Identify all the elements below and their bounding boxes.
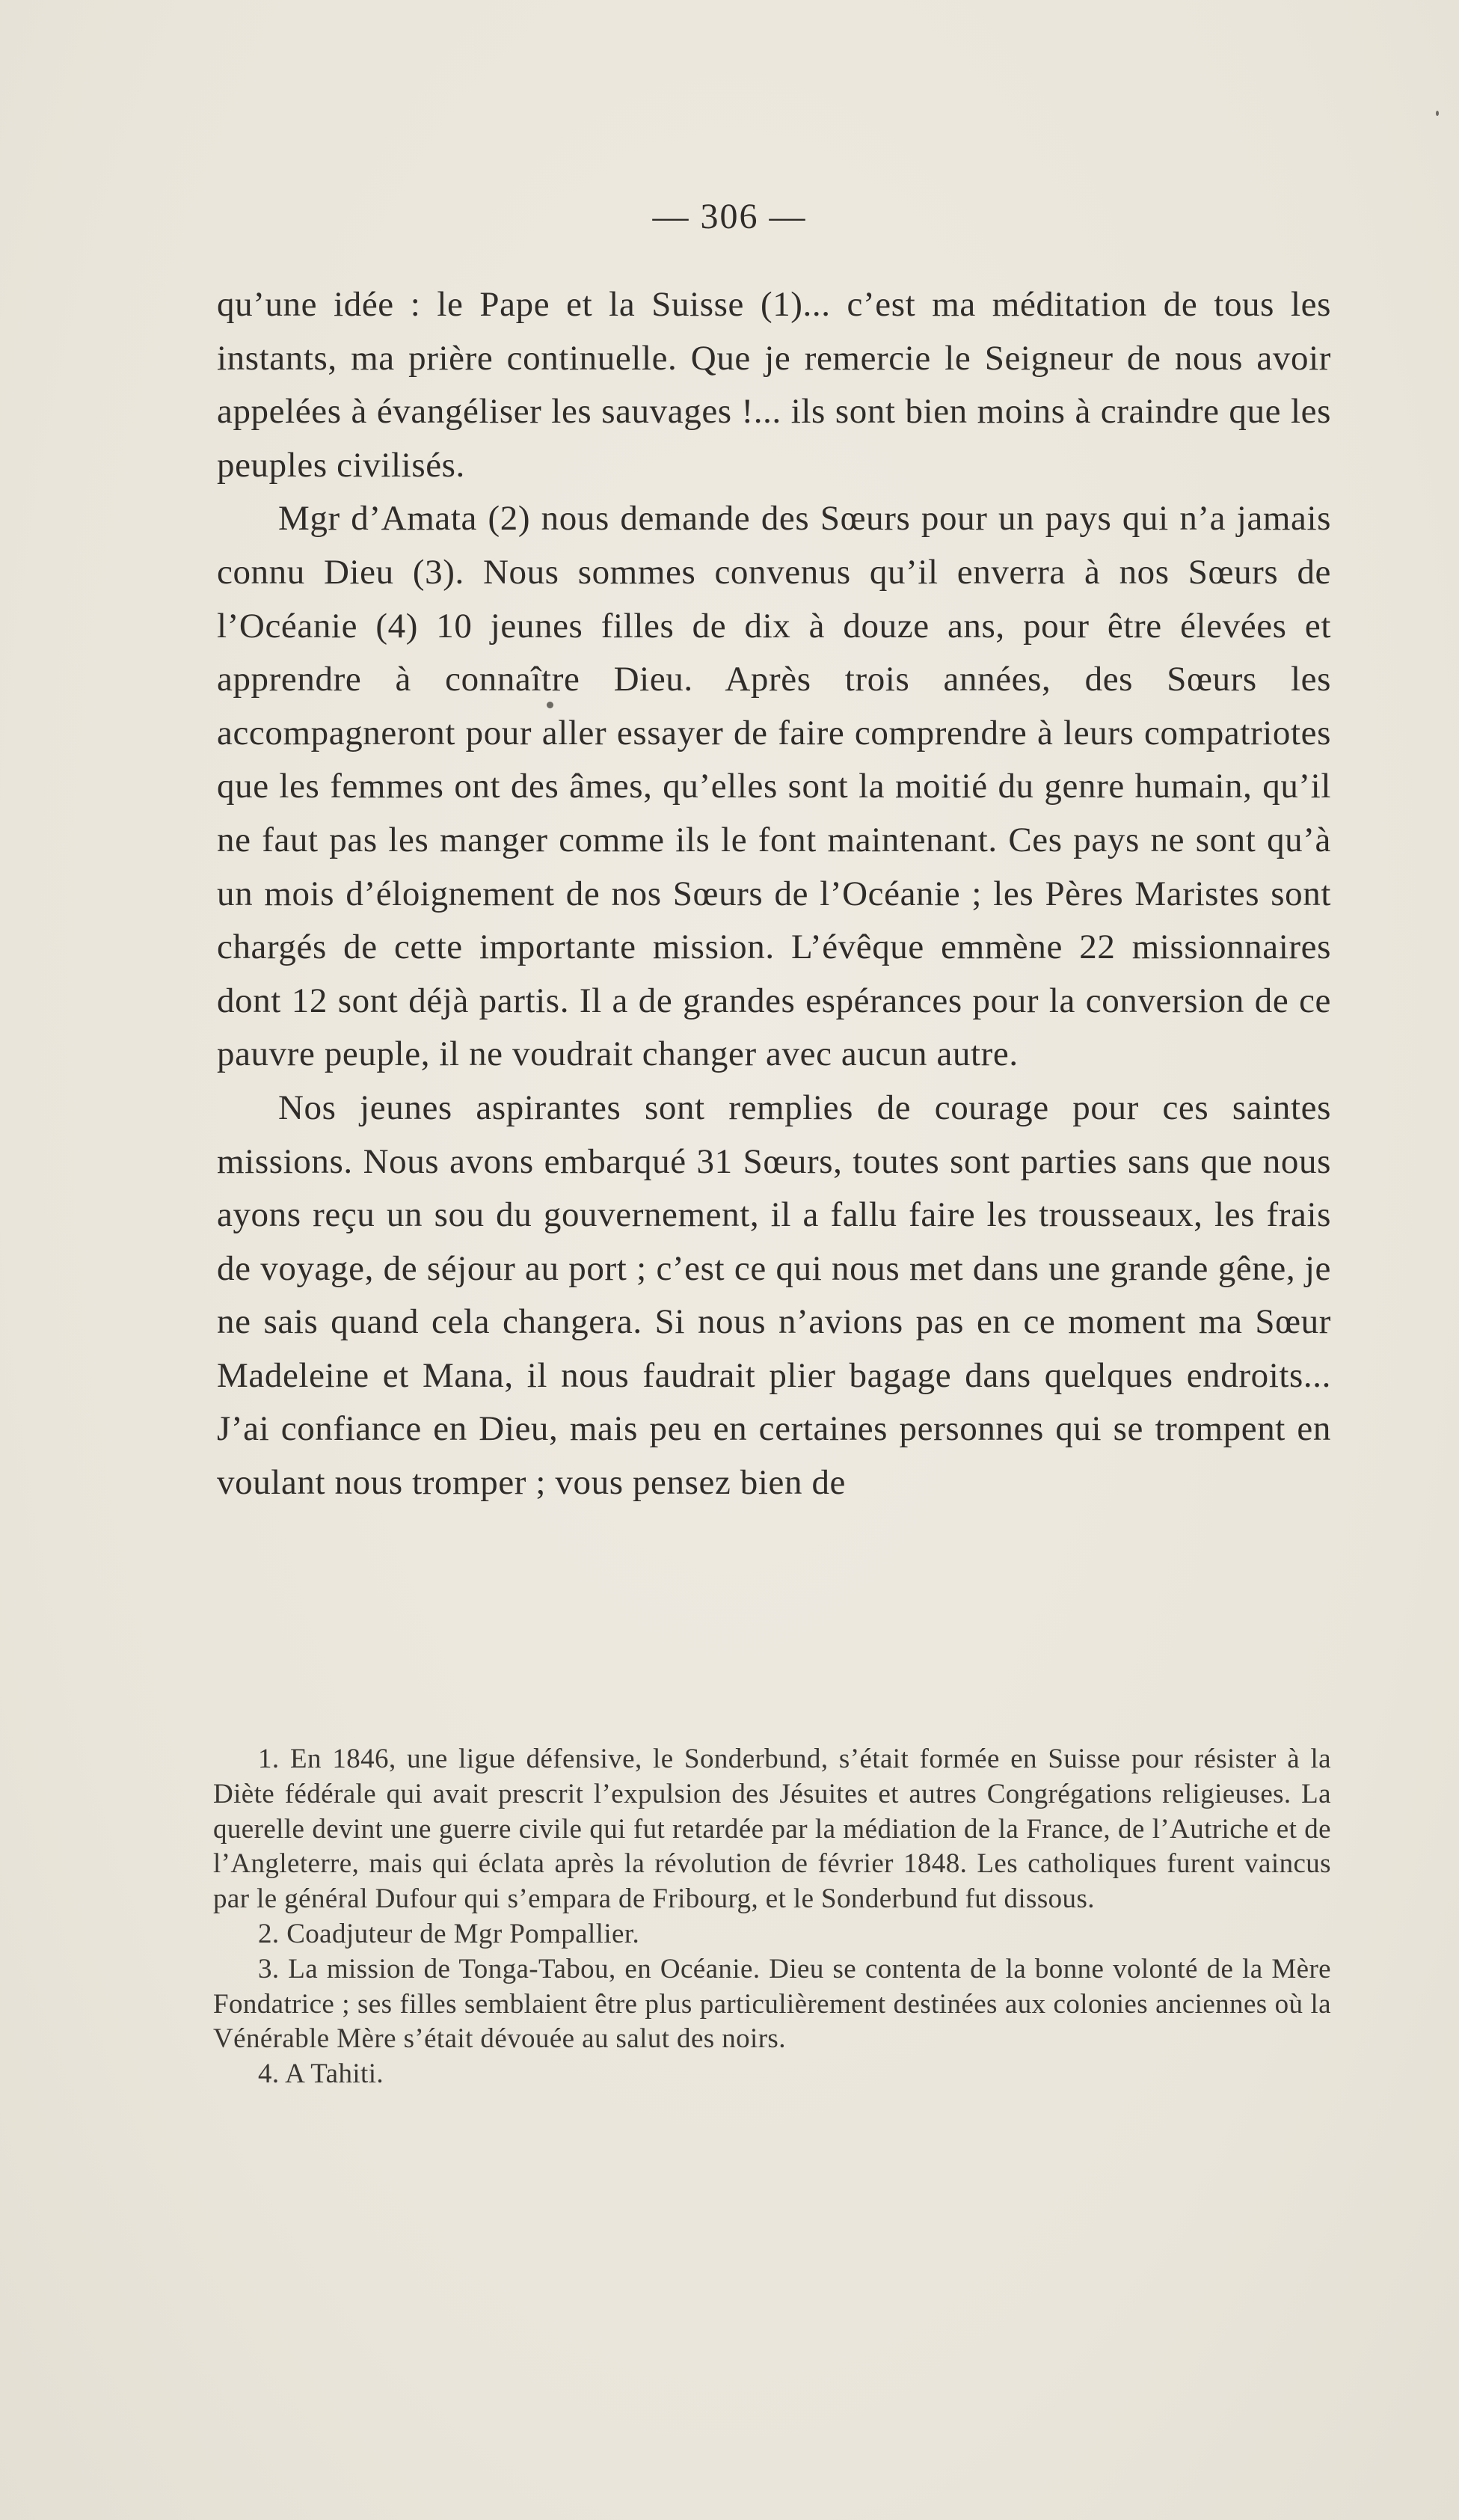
footnote-3: 3. La mission de Tonga-Tabou, en Océanie. Dieu se contenta de la bonne volonté de la Mère Fondatrice ; ses filles semblaient être plus particulièrement destinées aux colonies anciennes où la Vénérable Mère s’était dévouée au salut des noirs. [213, 1953, 1331, 2055]
ink-speck [1436, 111, 1439, 116]
footnote-1: 1. En 1846, une ligue défensive, le Sonderbund, s’était formée en Suisse pour résister à la Diète fédérale qui avait prescrit l’expulsion des Jésuites et autres Congrégations religieuses. La querelle devint une guerre civile qui fut retardée par la médiation de la France, de l’Autriche et de l’Angleterre, mais qui éclata après la révolution de février 1848. Les catholiques furent vaincus par le général Dufour qui s’empara de Fribourg, et le Sonderbund fut dissous. [213, 1744, 1331, 1915]
footnote-2: 2. Coadjuteur de Mgr Pompallier. [258, 1918, 640, 1949]
main-text [217, 278, 1331, 1510]
footnotes [213, 1742, 1331, 2092]
page-number: — 306 — [652, 197, 807, 236]
paragraph-continuation: qu’une idée : le Pape et la Suisse (1)... c’est ma méditation de tous les instants, ma prière continuelle. Que je remercie le Seigneur de nous avoir appelées à évangéliser les sauvages !... ils sont bien moins à craindre que les peuples civilisés. [217, 285, 1331, 485]
paragraph-mgr-amata: Mgr d’Amata (2) nous demande des Sœurs pour un pays qui n’a jamais connu Dieu (3). Nous sommes convenus qu’il enverra à nos Sœurs de l’Océanie (4) 10 jeunes filles de dix à douze ans, pour être élevées et apprendre à connaître Dieu. Après trois années, des Sœurs les accompagneront pour aller essayer de faire comprendre à leurs compatriotes que les femmes ont des âmes, qu’elles sont la moitié du genre humain, qu’il ne faut pas les manger comme ils le font maintenant. Ces pays ne sont qu’à un mois d’éloignement de nos Sœurs de l’Océanie ; les Pères Maristes sont chargés de cette importante mission. L’évêque emmène 22 missionnaires dont 12 sont déjà partis. Il a de grandes espérances pour la conversion de ce pauvre peuple, il ne voudrait changer avec aucun autre. [217, 499, 1331, 1074]
paragraph-aspirantes: Nos jeunes aspirantes sont remplies de courage pour ces saintes missions. Nous avons embarqué 31 Sœurs, toutes sont parties sans que nous ayons reçu un sou du gouvernement, il a fallu faire les trousseaux, les frais de voyage, de séjour au port ; c’est ce qui nous met dans une grande gêne, je ne sais quand cela changera. Si nous n’avions pas en ce moment ma Sœur Madeleine et Mana, il nous faudrait plier bagage dans quelques endroits... J’ai confiance en Dieu, mais peu en certaines personnes qui se trompent en voulant nous tromper ; vous pensez bien de [217, 1088, 1331, 1503]
ink-speck [547, 702, 553, 708]
footnote-4: 4. A Tahiti. [258, 2058, 384, 2090]
